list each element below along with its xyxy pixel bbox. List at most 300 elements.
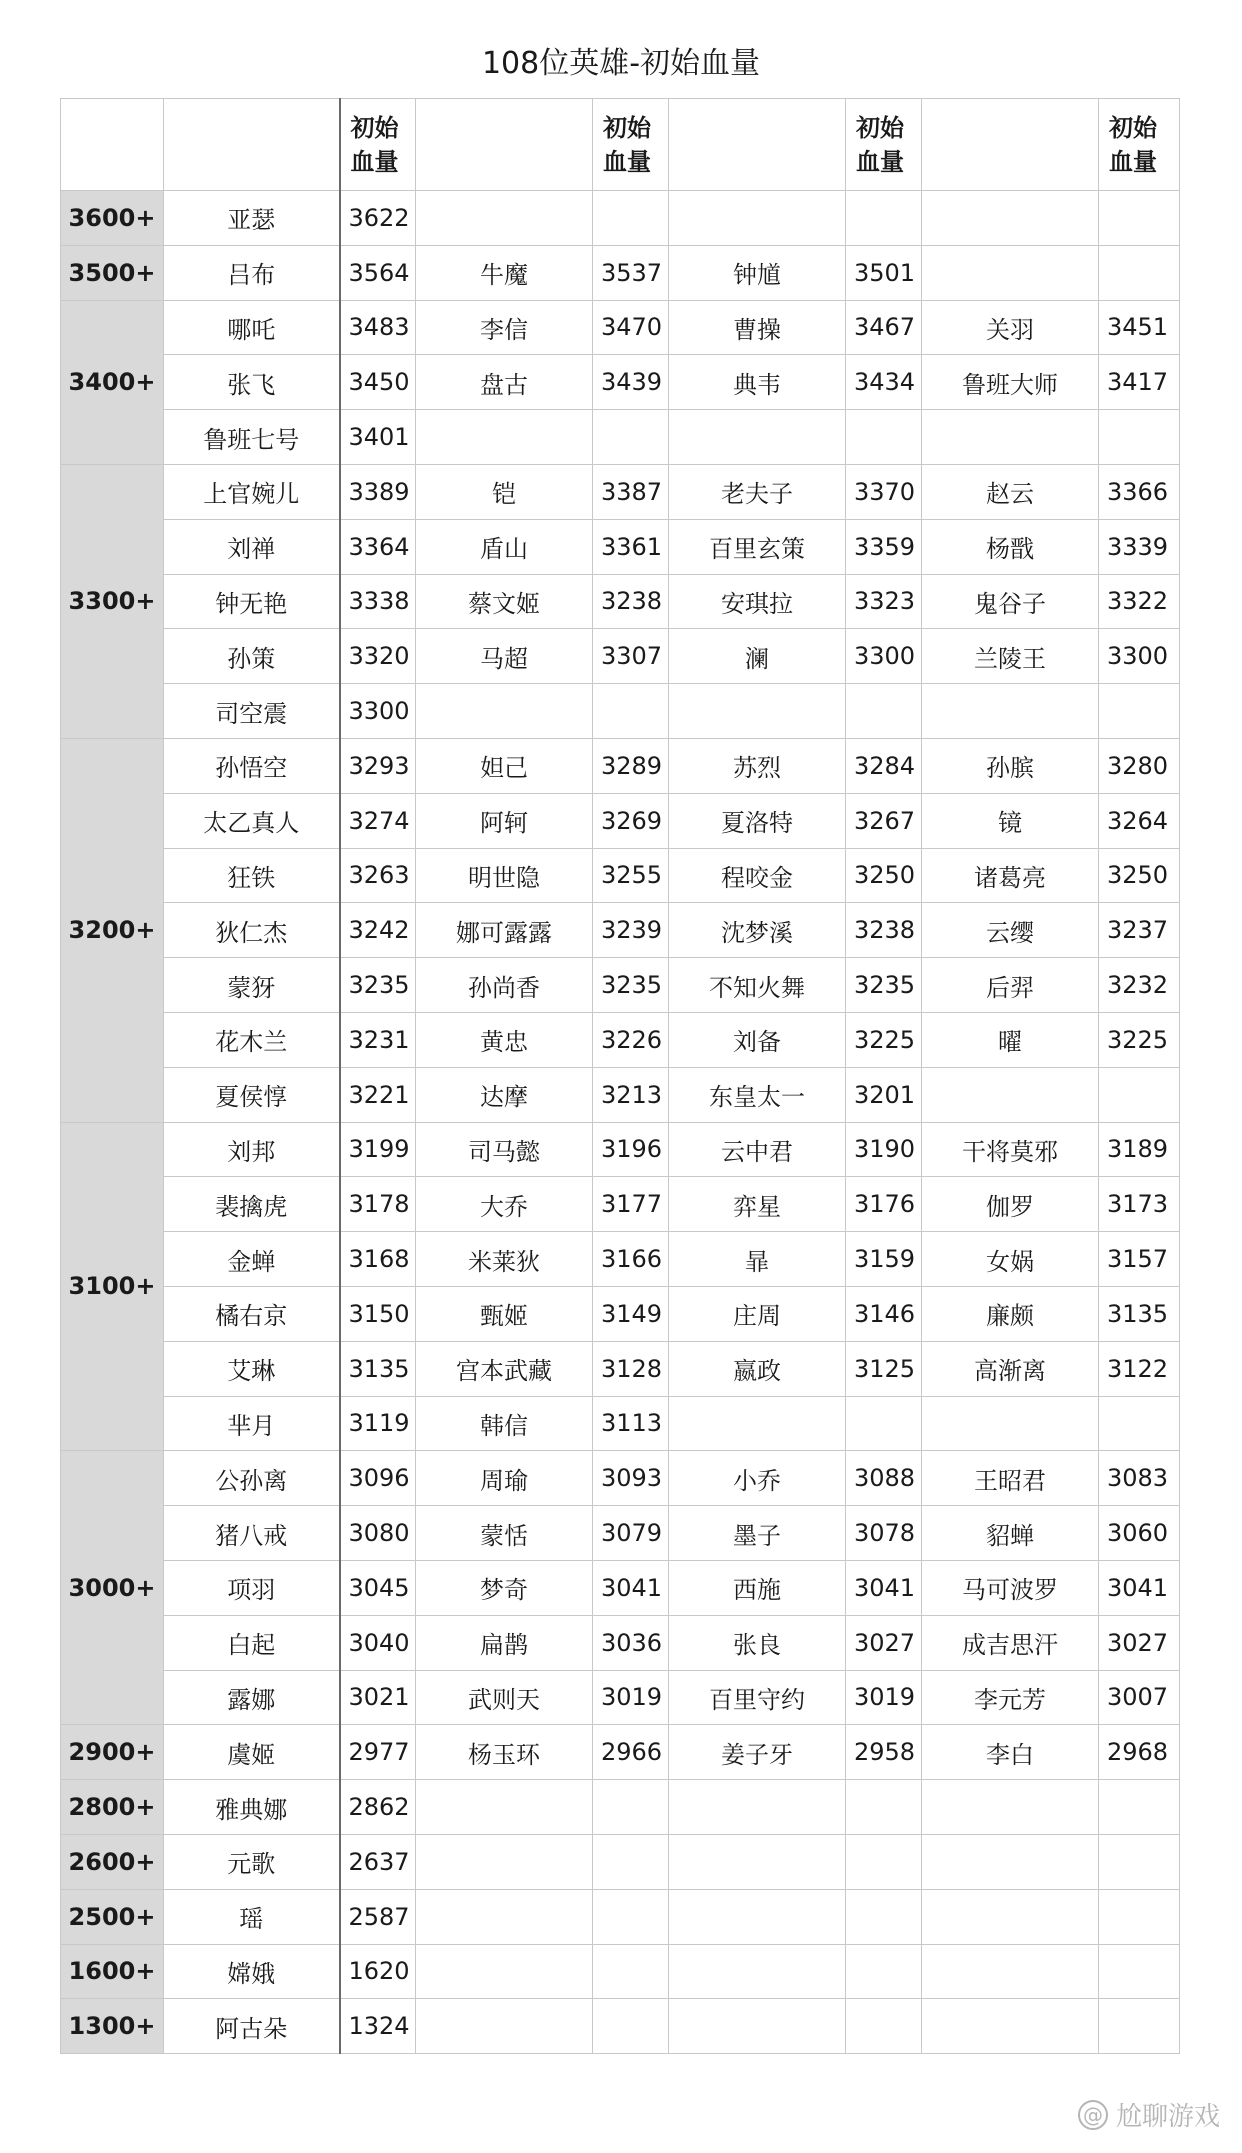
hero-hp-value: 3159: [846, 1232, 922, 1287]
hero-hp-value: 3113: [593, 1396, 669, 1451]
hero-hp-value: 3387: [593, 464, 669, 519]
hero-hp-value: 3274: [340, 793, 416, 848]
hero-hp-value: 3045: [340, 1560, 416, 1615]
hero-hp-value: 3041: [846, 1560, 922, 1615]
hero-name: 鲁班七号: [164, 410, 340, 465]
hero-hp-value: [846, 1396, 922, 1451]
header-name-cell: [922, 99, 1099, 191]
table-row: [61, 1725, 1180, 1780]
hero-hp-value: 3323: [846, 574, 922, 629]
hero-name: 貂蝉: [922, 1506, 1099, 1561]
hero-hp-value: 3079: [593, 1506, 669, 1561]
hero-hp-value: 3470: [593, 300, 669, 355]
hero-hp-value: [593, 1999, 669, 2054]
hp-range-label: 1300+: [61, 1999, 164, 2054]
hero-name: [416, 1944, 593, 1999]
hero-name: 阿古朵: [164, 1999, 340, 2054]
hero-name: 姜子牙: [669, 1725, 846, 1780]
hero-name: [669, 1780, 846, 1835]
hero-hp-value: 2587: [340, 1889, 416, 1944]
hero-name: [922, 684, 1099, 739]
hero-hp-value: 3239: [593, 903, 669, 958]
hero-name: 蔡文姬: [416, 574, 593, 629]
header-name-cell: [669, 99, 846, 191]
hero-hp-value: 3007: [1099, 1670, 1180, 1725]
hero-hp-value: 3320: [340, 629, 416, 684]
hero-hp-value: 3040: [340, 1615, 416, 1670]
hero-hp-value: 3135: [340, 1341, 416, 1396]
hero-hp-value: 2637: [340, 1834, 416, 1889]
hero-hp-value: 3264: [1099, 793, 1180, 848]
hero-name: 甄姬: [416, 1286, 593, 1341]
hero-hp-value: 3093: [593, 1451, 669, 1506]
hero-name: 雅典娜: [164, 1780, 340, 1835]
hero-name: 老夫子: [669, 464, 846, 519]
hero-name: 杨玉环: [416, 1725, 593, 1780]
hero-name: 鬼谷子: [922, 574, 1099, 629]
hero-hp-value: 3250: [846, 848, 922, 903]
hero-hp-value: [593, 410, 669, 465]
hero-name: [416, 410, 593, 465]
hero-name: 虞姬: [164, 1725, 340, 1780]
hero-name: 成吉思汗: [922, 1615, 1099, 1670]
hero-hp-value: 1324: [340, 1999, 416, 2054]
hero-name: 猪八戒: [164, 1506, 340, 1561]
hero-hp-value: 3537: [593, 245, 669, 300]
hero-name: 鲁班大师: [922, 355, 1099, 410]
hero-name: 马可波罗: [922, 1560, 1099, 1615]
table-row: [61, 1944, 1180, 1999]
table-row: [61, 1286, 1180, 1341]
hero-hp-value: 2862: [340, 1780, 416, 1835]
hero-hp-value: 3242: [340, 903, 416, 958]
hero-name: 太乙真人: [164, 793, 340, 848]
hp-range-label: 3400+: [61, 300, 164, 464]
hero-hp-value: 3190: [846, 1122, 922, 1177]
hero-hp-value: 3450: [340, 355, 416, 410]
hero-hp-value: 3434: [846, 355, 922, 410]
hero-hp-value: 3021: [340, 1670, 416, 1725]
hero-name: 项羽: [164, 1560, 340, 1615]
hero-hp-value: 3166: [593, 1232, 669, 1287]
hero-name: [669, 1834, 846, 1889]
hero-name: 沈梦溪: [669, 903, 846, 958]
hero-hp-value: 3364: [340, 519, 416, 574]
hero-hp-value: 3080: [340, 1506, 416, 1561]
hero-hp-value: 3235: [340, 958, 416, 1013]
hero-hp-value: [1099, 1889, 1180, 1944]
hero-name: [416, 1780, 593, 1835]
hero-hp-value: [1099, 410, 1180, 465]
hero-name: 刘禅: [164, 519, 340, 574]
hero-hp-value: 3235: [593, 958, 669, 1013]
hero-name: 西施: [669, 1560, 846, 1615]
hero-hp-value: [1099, 684, 1180, 739]
table-row: [61, 738, 1180, 793]
hp-column-header: 初始 血量: [846, 99, 922, 191]
hero-name: [922, 1834, 1099, 1889]
hero-name: 梦奇: [416, 1560, 593, 1615]
hero-hp-value: 3622: [340, 191, 416, 246]
table-row: [61, 1889, 1180, 1944]
hero-name: 澜: [669, 629, 846, 684]
hero-name: 李白: [922, 1725, 1099, 1780]
hero-name: 后羿: [922, 958, 1099, 1013]
hero-hp-value: 3238: [846, 903, 922, 958]
table-row: [61, 245, 1180, 300]
hero-name: 李信: [416, 300, 593, 355]
hero-hp-value: 3366: [1099, 464, 1180, 519]
hero-name: 裴擒虎: [164, 1177, 340, 1232]
table-row: [61, 1451, 1180, 1506]
hero-name: 暃: [669, 1232, 846, 1287]
table-row: [61, 903, 1180, 958]
hero-name: 大乔: [416, 1177, 593, 1232]
hero-name: 墨子: [669, 1506, 846, 1561]
hero-hp-value: 3041: [1099, 1560, 1180, 1615]
hero-hp-value: [1099, 1834, 1180, 1889]
hero-name: 干将莫邪: [922, 1122, 1099, 1177]
hero-hp-value: [593, 1780, 669, 1835]
hero-name: 刘备: [669, 1012, 846, 1067]
hero-hp-value: 3177: [593, 1177, 669, 1232]
hero-name: 狂铁: [164, 848, 340, 903]
hero-hp-value: 3027: [1099, 1615, 1180, 1670]
hero-hp-value: 3213: [593, 1067, 669, 1122]
hero-name: [922, 191, 1099, 246]
hero-hp-value: 3338: [340, 574, 416, 629]
hero-hp-value: 3128: [593, 1341, 669, 1396]
hero-hp-value: [1099, 1396, 1180, 1451]
hero-name: 狄仁杰: [164, 903, 340, 958]
hp-range-label: 2900+: [61, 1725, 164, 1780]
hero-hp-value: [846, 1834, 922, 1889]
table-row: [61, 1012, 1180, 1067]
hero-name: 米莱狄: [416, 1232, 593, 1287]
hero-hp-value: 2958: [846, 1725, 922, 1780]
hp-column-header: 初始 血量: [1099, 99, 1180, 191]
hero-hp-value: 3300: [1099, 629, 1180, 684]
hp-range-label: 3100+: [61, 1122, 164, 1451]
hero-name: [416, 684, 593, 739]
hero-name: [669, 410, 846, 465]
hero-name: 牛魔: [416, 245, 593, 300]
hero-name: 司马懿: [416, 1122, 593, 1177]
table-row: [61, 1506, 1180, 1561]
hero-name: 云缨: [922, 903, 1099, 958]
hero-hp-value: 3417: [1099, 355, 1180, 410]
hero-name: 钟无艳: [164, 574, 340, 629]
hero-hp-value: 2968: [1099, 1725, 1180, 1780]
hero-hp-value: [1099, 191, 1180, 246]
hero-name: 高渐离: [922, 1341, 1099, 1396]
hp-range-label: 3500+: [61, 245, 164, 300]
watermark-text: 尬聊游戏: [1115, 2102, 1220, 2132]
hero-hp-value: 3263: [340, 848, 416, 903]
hero-hp-value: 3451: [1099, 300, 1180, 355]
hero-hp-value: 3564: [340, 245, 416, 300]
hero-hp-value: [1099, 1999, 1180, 2054]
hero-hp-value: [846, 191, 922, 246]
hero-name: 盾山: [416, 519, 593, 574]
hero-name: 夏洛特: [669, 793, 846, 848]
hero-hp-value: 3083: [1099, 1451, 1180, 1506]
hero-hp-value: 3041: [593, 1560, 669, 1615]
hero-name: 橘右京: [164, 1286, 340, 1341]
table-row: [61, 629, 1180, 684]
hero-name: 武则天: [416, 1670, 593, 1725]
hero-hp-value: 2977: [340, 1725, 416, 1780]
hero-hp-value: 3149: [593, 1286, 669, 1341]
hero-hp-value: 3389: [340, 464, 416, 519]
hero-name: 阿轲: [416, 793, 593, 848]
hero-hp-value: 3439: [593, 355, 669, 410]
hero-name: 盘古: [416, 355, 593, 410]
hero-name: 弈星: [669, 1177, 846, 1232]
hero-hp-value: 3150: [340, 1286, 416, 1341]
header-name-cell: [416, 99, 593, 191]
hero-hp-value: [846, 1944, 922, 1999]
hero-name: 马超: [416, 629, 593, 684]
hero-name: [922, 1780, 1099, 1835]
hero-hp-value: 3300: [340, 684, 416, 739]
hero-name: 廉颇: [922, 1286, 1099, 1341]
hero-name: 张飞: [164, 355, 340, 410]
hero-hp-value: 3284: [846, 738, 922, 793]
hero-name: 夏侯惇: [164, 1067, 340, 1122]
hero-hp-value: [846, 1889, 922, 1944]
hero-hp-value: 3401: [340, 410, 416, 465]
hero-hp-value: 3250: [1099, 848, 1180, 903]
hero-name: 张良: [669, 1615, 846, 1670]
hero-hp-value: 3269: [593, 793, 669, 848]
hero-hp-value: 3255: [593, 848, 669, 903]
table-row: [61, 1999, 1180, 2054]
hero-hp-value: [1099, 245, 1180, 300]
hero-name: 伽罗: [922, 1177, 1099, 1232]
hero-hp-value: 3235: [846, 958, 922, 1013]
hero-name: 王昭君: [922, 1451, 1099, 1506]
hero-hp-value: [593, 1889, 669, 1944]
table-row: [61, 574, 1180, 629]
hero-name: [669, 684, 846, 739]
hero-hp-value: [593, 684, 669, 739]
hero-hp-value: 3267: [846, 793, 922, 848]
table-row: [61, 1834, 1180, 1889]
hero-name: 百里玄策: [669, 519, 846, 574]
hero-hp-value: [846, 684, 922, 739]
hero-hp-value: 3501: [846, 245, 922, 300]
hero-name: [416, 1999, 593, 2054]
hero-name: [669, 1999, 846, 2054]
hero-hp-value: 3157: [1099, 1232, 1180, 1287]
hero-name: [669, 1944, 846, 1999]
hero-hp-value: [593, 1834, 669, 1889]
table-row: [61, 1177, 1180, 1232]
table-row: [61, 300, 1180, 355]
page-title: 108位英雄-初始血量: [481, 46, 761, 81]
hero-hp-value: 3293: [340, 738, 416, 793]
hero-hp-value: 3201: [846, 1067, 922, 1122]
header-row: [61, 99, 1180, 191]
hero-name: 扁鹊: [416, 1615, 593, 1670]
hero-name: 典韦: [669, 355, 846, 410]
hero-hp-value: 3196: [593, 1122, 669, 1177]
hero-name: 程咬金: [669, 848, 846, 903]
hp-range-label: 3000+: [61, 1451, 164, 1725]
hero-name: 东皇太一: [669, 1067, 846, 1122]
hero-name: [922, 1944, 1099, 1999]
hero-hp-value: 3221: [340, 1067, 416, 1122]
hero-hp-value: 3096: [340, 1451, 416, 1506]
hero-hp-value: 3238: [593, 574, 669, 629]
hero-name: 娜可露露: [416, 903, 593, 958]
hero-hp-value: 3231: [340, 1012, 416, 1067]
hp-range-label: 2800+: [61, 1780, 164, 1835]
hp-range-label: 1600+: [61, 1944, 164, 1999]
table-row: [61, 958, 1180, 1013]
hero-name: 元歌: [164, 1834, 340, 1889]
hero-name: 芈月: [164, 1396, 340, 1451]
hero-hp-value: 3370: [846, 464, 922, 519]
hero-hp-value: [1099, 1780, 1180, 1835]
hero-hp-value: [846, 1999, 922, 2054]
table-row: [61, 793, 1180, 848]
hero-name: 韩信: [416, 1396, 593, 1451]
hero-name: [922, 1889, 1099, 1944]
hero-hp-value: [593, 1944, 669, 1999]
hero-name: [416, 1889, 593, 1944]
hero-name: 苏烈: [669, 738, 846, 793]
hero-hp-value: 3322: [1099, 574, 1180, 629]
hero-hp-value: 3078: [846, 1506, 922, 1561]
hero-name: 女娲: [922, 1232, 1099, 1287]
hero-hp-value: 3060: [1099, 1506, 1180, 1561]
hp-column-header: 初始 血量: [340, 99, 416, 191]
hero-name: 周瑜: [416, 1451, 593, 1506]
hero-name: [416, 191, 593, 246]
hero-name: 黄忠: [416, 1012, 593, 1067]
hero-hp-value: 3019: [593, 1670, 669, 1725]
hp-column-header: 初始 血量: [593, 99, 669, 191]
hero-hp-value: 3483: [340, 300, 416, 355]
table-row: [61, 1067, 1180, 1122]
hero-name: 宫本武藏: [416, 1341, 593, 1396]
hero-hp-value: 3226: [593, 1012, 669, 1067]
hero-hp-value: 3189: [1099, 1122, 1180, 1177]
hero-hp-value: 3300: [846, 629, 922, 684]
hero-name: 关羽: [922, 300, 1099, 355]
hero-hp-value: 3173: [1099, 1177, 1180, 1232]
table-row: [61, 464, 1180, 519]
hero-name: 小乔: [669, 1451, 846, 1506]
hero-name: 曹操: [669, 300, 846, 355]
hero-name: [922, 245, 1099, 300]
hero-name: 云中君: [669, 1122, 846, 1177]
hero-name: 白起: [164, 1615, 340, 1670]
hero-hp-value: 3359: [846, 519, 922, 574]
hero-name: 吕布: [164, 245, 340, 300]
hero-hp-value: 3199: [340, 1122, 416, 1177]
table-row: [61, 684, 1180, 739]
hero-hp-value: 3122: [1099, 1341, 1180, 1396]
hero-name: 兰陵王: [922, 629, 1099, 684]
hp-range-label: 3600+: [61, 191, 164, 246]
table-row: [61, 1396, 1180, 1451]
hero-name: [669, 191, 846, 246]
hero-name: 司空震: [164, 684, 340, 739]
hero-hp-value: 3146: [846, 1286, 922, 1341]
hp-range-label: 2500+: [61, 1889, 164, 1944]
hero-name: [416, 1834, 593, 1889]
hero-name: 刘邦: [164, 1122, 340, 1177]
hero-name: 露娜: [164, 1670, 340, 1725]
hero-name: 瑶: [164, 1889, 340, 1944]
hero-hp-value: [1099, 1944, 1180, 1999]
hero-name: [922, 410, 1099, 465]
hero-name: 赵云: [922, 464, 1099, 519]
hero-hp-value: 3019: [846, 1670, 922, 1725]
table-row: [61, 1780, 1180, 1835]
hero-hp-value: 3178: [340, 1177, 416, 1232]
hero-name: [922, 1396, 1099, 1451]
table-row: [61, 191, 1180, 246]
hero-name: [669, 1889, 846, 1944]
hero-hp-value: 3339: [1099, 519, 1180, 574]
watermark: [1078, 2096, 1220, 2133]
hero-hp-value: 3176: [846, 1177, 922, 1232]
table-row: [61, 355, 1180, 410]
hero-name: 花木兰: [164, 1012, 340, 1067]
hero-hp-value: 3237: [1099, 903, 1180, 958]
hero-hp-value: [1099, 1067, 1180, 1122]
hero-hp-value: 3119: [340, 1396, 416, 1451]
hero-name: 杨戬: [922, 519, 1099, 574]
hero-name: 亚瑟: [164, 191, 340, 246]
hero-hp-value: 3467: [846, 300, 922, 355]
hero-name: 明世隐: [416, 848, 593, 903]
hero-hp-value: 3027: [846, 1615, 922, 1670]
hero-hp-table: [60, 98, 1180, 2054]
hero-hp-value: [593, 191, 669, 246]
table-row: [61, 848, 1180, 903]
hero-name: 蒙恬: [416, 1506, 593, 1561]
hero-hp-value: 3135: [1099, 1286, 1180, 1341]
hero-name: 嫦娥: [164, 1944, 340, 1999]
table-row: [61, 1341, 1180, 1396]
hero-name: 李元芳: [922, 1670, 1099, 1725]
table-row: [61, 1670, 1180, 1725]
hero-name: 妲己: [416, 738, 593, 793]
hero-name: 艾琳: [164, 1341, 340, 1396]
hero-name: 哪吒: [164, 300, 340, 355]
hero-hp-value: 3225: [846, 1012, 922, 1067]
hero-name: 孙策: [164, 629, 340, 684]
hero-name: 不知火舞: [669, 958, 846, 1013]
hero-hp-value: 3168: [340, 1232, 416, 1287]
hero-name: 嬴政: [669, 1341, 846, 1396]
hero-name: [669, 1396, 846, 1451]
hero-hp-value: [846, 1780, 922, 1835]
hero-hp-value: 3232: [1099, 958, 1180, 1013]
hero-hp-value: 1620: [340, 1944, 416, 1999]
hero-name: 达摩: [416, 1067, 593, 1122]
hp-range-label: 3300+: [61, 464, 164, 738]
hero-name: 铠: [416, 464, 593, 519]
hero-hp-value: 3125: [846, 1341, 922, 1396]
hero-hp-value: 3088: [846, 1451, 922, 1506]
hp-range-label: 2600+: [61, 1834, 164, 1889]
